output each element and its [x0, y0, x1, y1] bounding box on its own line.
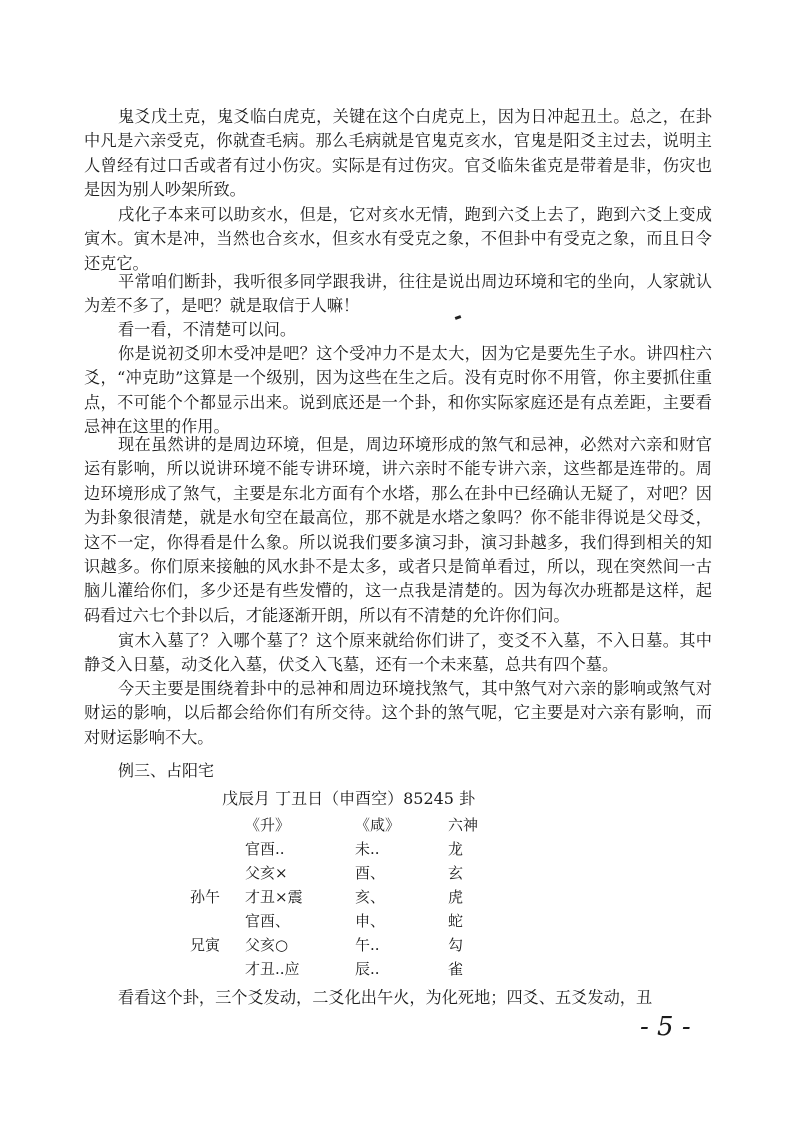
six-spirit: 蛇 [448, 912, 464, 930]
original-line: 官酉、 [245, 912, 291, 930]
hexagram-line [190, 886, 510, 910]
six-spirit: 雀 [448, 960, 464, 978]
paragraph-continued: 看看这个卦，三个爻发动，二爻化出午火，为化死地；四爻、五爻发动，丑 [118, 988, 653, 1007]
six-spirit: 玄 [448, 864, 464, 882]
original-line: 才丑×震 [245, 888, 303, 906]
changed-line: 未.. [355, 840, 380, 858]
hidden-line: 兄寅 [190, 936, 221, 954]
original-line: 官酉.. [245, 840, 285, 858]
original-line: 父亥× [245, 864, 288, 882]
six-spirit: 勾 [448, 936, 464, 954]
original-line: 父亥○ [245, 936, 289, 954]
example-title: 例三、占阳宅 [118, 761, 215, 780]
hidden-line: 孙午 [190, 888, 221, 906]
changed-hexagram-name: 《咸》 [355, 816, 401, 834]
changed-line: 申、 [355, 912, 386, 930]
hexagram-line [190, 838, 510, 862]
six-spirits-header: 六神 [448, 816, 479, 834]
hexagram-table [190, 814, 510, 982]
six-spirit: 虎 [448, 888, 464, 906]
hexagram-line [190, 910, 510, 934]
paragraph: 现在虽然讲的是周边环境，但是，周边环境形成的煞气和忌神，必然对六亲和财官运有影响，所以说讲环境不能专讲环境，讲六亲时不能专讲六亲，这些都是连带的。周边环境形成了煞气，主要是东北方面有个水塔，那么在卦中已经确认无疑了，对吧？因为卦象很清楚，就是水旬空在最高位，那不就是水塔之象吗？你不能非得说是父母爻，这不一定，你得看是什么象。所以说我们要多演习卦，演习卦越多，我们得到相关的知识越多。你们原来接触的风水卦不是太多，或者只是简单看过，所以，现在突然间一古脑儿灌给你们，多少还是有些发懵的，这一点我是清楚的。因为每次办班都是这样，起码看过六七个卦以后，才能逐渐开朗，所以有不清楚的允许你们问。 [84, 435, 712, 625]
original-line: 才丑..应 [245, 960, 300, 978]
hexagram-header: 戊辰月 丁丑日（申酉空）85245 卦 [222, 789, 476, 808]
hexagram-line [190, 934, 510, 958]
paragraph: 平常咱们断卦，我听很多同学跟我讲，往往是说出周边环境和宅的坐向，人家就认为差不多了，是吧？就是取信于人嘛！ [84, 272, 712, 316]
paragraph: 鬼爻戊土克，鬼爻临白虎克，关键在这个白虎克上，因为日冲起丑土。总之，在卦中凡是六亲受克，你就查毛病。那么毛病就是官鬼克亥水，官鬼是阳爻主过去，说明主人曾经有过口舌或者有过小伤灾。实际是有过伤灾。官爻临朱雀克是带着是非，伤灾也是因为别人吵架所致。 [84, 107, 712, 200]
hexagram-line [190, 958, 510, 982]
paragraph: 戌化子本来可以助亥水，但是，它对亥水无情，跑到六爻上去了，跑到六爻上变成寅木。寅木是冲，当然也合亥水，但亥水有受克之象，不但卦中有受克之象，而且日令还克它。 [84, 205, 712, 273]
six-spirit: 龙 [448, 840, 464, 858]
changed-line: 酉、 [355, 864, 386, 882]
page-number: - 5 - [640, 1012, 691, 1042]
paragraph: 今天主要是围绕着卦中的忌神和周边环境找煞气，其中煞气对六亲的影响或煞气对财运的影响，以后都会给你们有所交待。这个卦的煞气呢，它主要是对六亲有影响，而对财运影响不大。 [84, 679, 712, 747]
hexagram-line [190, 862, 510, 886]
original-hexagram-name: 《升》 [245, 816, 291, 834]
paragraph: 你是说初爻卯木受冲是吧？这个受冲力不是太大，因为它是要先生子水。讲四柱六爻，“冲克助”这算是一个级别，因为这些在生之后。没有克时你不用管，你主要抓住重点，不可能个个都显示出来。说到底还是一个卦，和你实际家庭还是有点差距，主要看忌神在这里的作用。 [84, 344, 712, 437]
paragraph: 看一看，不清楚可以问。 [118, 320, 297, 339]
changed-line: 辰.. [355, 960, 380, 978]
changed-line: 午.. [355, 936, 380, 954]
changed-line: 亥、 [355, 888, 386, 906]
paragraph: 寅木入墓了？入哪个墓了？这个原来就给你们讲了，变爻不入墓，不入日墓。其中静爻入日墓，动爻化入墓，伏爻入飞墓，还有一个未来墓，总共有四个墓。 [84, 631, 712, 675]
hexagram-header-row [190, 814, 510, 838]
